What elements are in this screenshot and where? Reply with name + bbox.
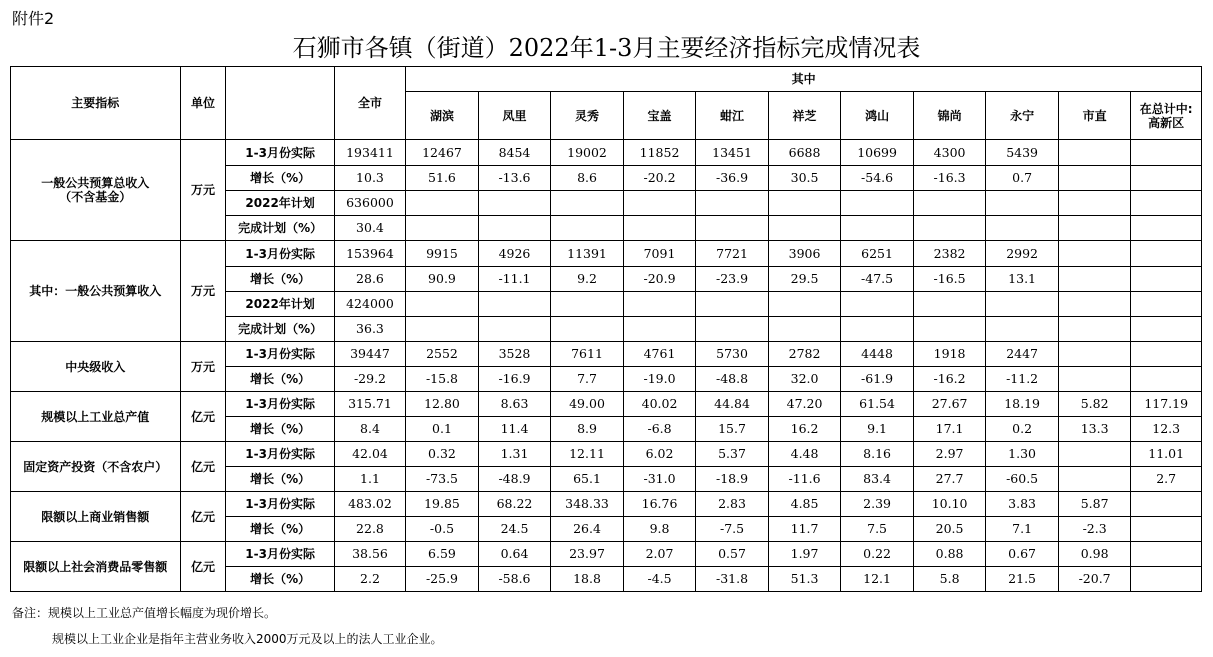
value-cell: 12.1 <box>841 567 914 592</box>
value-cell: -18.9 <box>696 467 769 492</box>
note-line-1: 备注：规模以上工业总产值增长幅度为现价增长。 <box>12 606 277 620</box>
value-cell <box>913 317 986 342</box>
value-cell <box>478 292 551 317</box>
header-unit: 单位 <box>180 67 226 140</box>
value-cell: -19.0 <box>623 367 696 392</box>
header-of-which: 其中 <box>406 67 1202 92</box>
indicator-name-line1: 其中：一般公共预算收入 <box>29 284 162 298</box>
row-label: 1-3月份实际 <box>226 392 334 417</box>
value-cell: 9.8 <box>623 517 696 542</box>
header-town: 祥芝 <box>768 92 841 140</box>
indicator-unit: 万元 <box>180 241 226 342</box>
value-cell: 0.7 <box>986 166 1059 191</box>
value-cell <box>986 216 1059 241</box>
value-cell <box>551 292 624 317</box>
indicator-unit: 亿元 <box>180 492 226 542</box>
value-cell: 90.9 <box>406 267 479 292</box>
value-cell: 7.5 <box>841 517 914 542</box>
indicator-name-line1: 固定资产投资（不含农户） <box>23 459 168 474</box>
value-cell: -58.6 <box>478 567 551 592</box>
value-cell: -20.2 <box>623 166 696 191</box>
value-cell: 0.64 <box>478 542 551 567</box>
value-cell: -54.6 <box>841 166 914 191</box>
table-row <box>11 392 1202 417</box>
header-town: 锦尚 <box>913 92 986 140</box>
value-cell: 11852 <box>623 140 696 166</box>
value-cell <box>1131 492 1202 517</box>
value-cell: 51.6 <box>406 166 479 191</box>
value-cell: 4.48 <box>768 442 841 467</box>
value-cell: 39447 <box>334 342 405 367</box>
value-cell: 13.1 <box>986 267 1059 292</box>
value-cell: -36.9 <box>696 166 769 191</box>
value-cell: 8.16 <box>841 442 914 467</box>
value-cell: -11.6 <box>768 467 841 492</box>
value-cell: 15.7 <box>696 417 769 442</box>
header-city-total: 全市 <box>334 67 405 140</box>
table-row <box>11 442 1202 467</box>
value-cell: 6.02 <box>623 442 696 467</box>
value-cell: 6251 <box>841 241 914 267</box>
value-cell <box>406 292 479 317</box>
value-cell: 51.3 <box>768 567 841 592</box>
indicator-table <box>10 66 1202 592</box>
value-cell: 0.22 <box>841 542 914 567</box>
header-town: 鸿山 <box>841 92 914 140</box>
value-cell <box>551 317 624 342</box>
value-cell: 7721 <box>696 241 769 267</box>
value-cell: 20.5 <box>913 517 986 542</box>
value-cell: -73.5 <box>406 467 479 492</box>
indicator-unit: 亿元 <box>180 442 226 492</box>
value-cell <box>1131 317 1202 342</box>
header-town: 市直 <box>1058 92 1131 140</box>
indicator-name-line2: （不含基金） <box>59 190 132 204</box>
value-cell: -11.1 <box>478 267 551 292</box>
value-cell: 8454 <box>478 140 551 166</box>
value-cell: 5439 <box>986 140 1059 166</box>
value-cell <box>696 216 769 241</box>
value-cell <box>478 191 551 216</box>
value-cell <box>1058 342 1131 367</box>
value-cell <box>841 292 914 317</box>
value-cell: 13.3 <box>1058 417 1131 442</box>
value-cell: 2.83 <box>696 492 769 517</box>
value-cell <box>841 191 914 216</box>
value-cell: 30.4 <box>334 216 405 241</box>
indicator-name <box>11 140 181 241</box>
value-cell: -16.2 <box>913 367 986 392</box>
value-cell: 12.3 <box>1131 417 1202 442</box>
value-cell: 11.7 <box>768 517 841 542</box>
value-cell: -31.0 <box>623 467 696 492</box>
value-cell: -48.9 <box>478 467 551 492</box>
header-town: 湖滨 <box>406 92 479 140</box>
row-label: 增长（%） <box>226 417 334 442</box>
indicator-unit: 万元 <box>180 342 226 392</box>
value-cell <box>1131 517 1202 542</box>
row-label: 增长（%） <box>226 567 334 592</box>
row-label: 完成计划（%） <box>226 317 334 342</box>
header-hightech-line2: 高新区 <box>1148 115 1185 130</box>
value-cell: -20.9 <box>623 267 696 292</box>
value-cell <box>1131 216 1202 241</box>
value-cell: 2382 <box>913 241 986 267</box>
value-cell: 32.0 <box>768 367 841 392</box>
value-cell: 2.97 <box>913 442 986 467</box>
indicator-name-line1: 中央级收入 <box>65 359 126 374</box>
value-cell: 6688 <box>768 140 841 166</box>
value-cell: 1.31 <box>478 442 551 467</box>
row-label: 1-3月份实际 <box>226 442 334 467</box>
value-cell: 636000 <box>334 191 405 216</box>
value-cell: 40.02 <box>623 392 696 417</box>
header-hightech-line1: 在总计中: <box>1139 101 1193 116</box>
value-cell: 68.22 <box>478 492 551 517</box>
row-label: 1-3月份实际 <box>226 140 334 166</box>
value-cell: -16.9 <box>478 367 551 392</box>
value-cell <box>913 292 986 317</box>
value-cell <box>478 216 551 241</box>
value-cell: 2447 <box>986 342 1059 367</box>
value-cell: -16.5 <box>913 267 986 292</box>
value-cell: 65.1 <box>551 467 624 492</box>
value-cell: 4.85 <box>768 492 841 517</box>
row-label: 增长（%） <box>226 367 334 392</box>
value-cell: 4300 <box>913 140 986 166</box>
value-cell: 10699 <box>841 140 914 166</box>
indicator-name <box>11 442 181 492</box>
value-cell: 30.5 <box>768 166 841 191</box>
value-cell <box>1058 317 1131 342</box>
value-cell <box>696 191 769 216</box>
value-cell: 7.7 <box>551 367 624 392</box>
value-cell: 2.39 <box>841 492 914 517</box>
value-cell <box>1058 467 1131 492</box>
value-cell: 24.5 <box>478 517 551 542</box>
value-cell: -25.9 <box>406 567 479 592</box>
value-cell <box>1131 241 1202 267</box>
value-cell <box>986 317 1059 342</box>
value-cell <box>768 317 841 342</box>
value-cell: 17.1 <box>913 417 986 442</box>
value-cell: 2.7 <box>1131 467 1202 492</box>
value-cell <box>696 317 769 342</box>
value-cell <box>406 317 479 342</box>
value-cell: 11.4 <box>478 417 551 442</box>
row-label: 1-3月份实际 <box>226 241 334 267</box>
value-cell <box>986 191 1059 216</box>
value-cell: 0.2 <box>986 417 1059 442</box>
value-cell: 483.02 <box>334 492 405 517</box>
table-row <box>11 492 1202 517</box>
value-cell <box>1058 241 1131 267</box>
value-cell: 153964 <box>334 241 405 267</box>
value-cell: 10.10 <box>913 492 986 517</box>
header-town: 宝盖 <box>623 92 696 140</box>
value-cell: 83.4 <box>841 467 914 492</box>
value-cell <box>1131 342 1202 367</box>
indicator-name-line1: 限额以上社会消费品零售额 <box>23 559 168 574</box>
value-cell: 0.32 <box>406 442 479 467</box>
header-town: 蚶江 <box>696 92 769 140</box>
value-cell <box>623 216 696 241</box>
value-cell <box>551 216 624 241</box>
value-cell: -23.9 <box>696 267 769 292</box>
value-cell: -47.5 <box>841 267 914 292</box>
value-cell: 9.1 <box>841 417 914 442</box>
value-cell: 4926 <box>478 241 551 267</box>
value-cell <box>1131 140 1202 166</box>
indicator-name <box>11 392 181 442</box>
value-cell: 12.11 <box>551 442 624 467</box>
value-cell: 21.5 <box>986 567 1059 592</box>
value-cell: 26.4 <box>551 517 624 542</box>
value-cell: 49.00 <box>551 392 624 417</box>
table-row <box>11 342 1202 367</box>
value-cell: 11391 <box>551 241 624 267</box>
value-cell: 3906 <box>768 241 841 267</box>
value-cell: 0.1 <box>406 417 479 442</box>
value-cell: 19002 <box>551 140 624 166</box>
value-cell <box>696 292 769 317</box>
attachment-label: 附件2 <box>12 9 55 28</box>
value-cell <box>1058 166 1131 191</box>
value-cell <box>1058 140 1131 166</box>
value-cell: -61.9 <box>841 367 914 392</box>
value-cell <box>1131 166 1202 191</box>
value-cell: 18.19 <box>986 392 1059 417</box>
value-cell: 36.3 <box>334 317 405 342</box>
value-cell: 5.87 <box>1058 492 1131 517</box>
value-cell: 9.2 <box>551 267 624 292</box>
value-cell <box>623 292 696 317</box>
value-cell: 29.5 <box>768 267 841 292</box>
value-cell: 42.04 <box>334 442 405 467</box>
value-cell: 12.80 <box>406 392 479 417</box>
indicator-name-line1: 限额以上商业销售额 <box>41 509 150 524</box>
value-cell: 0.67 <box>986 542 1059 567</box>
row-label: 1-3月份实际 <box>226 492 334 517</box>
value-cell: 8.6 <box>551 166 624 191</box>
value-cell <box>551 191 624 216</box>
value-cell: 348.33 <box>551 492 624 517</box>
value-cell: -20.7 <box>1058 567 1131 592</box>
indicator-unit: 亿元 <box>180 392 226 442</box>
value-cell: 117.19 <box>1131 392 1202 417</box>
value-cell <box>768 292 841 317</box>
value-cell: 193411 <box>334 140 405 166</box>
value-cell: 11.01 <box>1131 442 1202 467</box>
value-cell: -6.8 <box>623 417 696 442</box>
value-cell: -16.3 <box>913 166 986 191</box>
value-cell: -48.8 <box>696 367 769 392</box>
header-main-indicator: 主要指标 <box>11 67 181 140</box>
value-cell: -29.2 <box>334 367 405 392</box>
value-cell: -31.8 <box>696 567 769 592</box>
indicator-name <box>11 492 181 542</box>
value-cell: -60.5 <box>986 467 1059 492</box>
row-label: 增长（%） <box>226 166 334 191</box>
note-line-2: 规模以上工业企业是指年主营业务收入2000万元及以上的法人工业企业。 <box>52 632 443 646</box>
value-cell <box>841 216 914 241</box>
value-cell: 4448 <box>841 342 914 367</box>
value-cell: 8.4 <box>334 417 405 442</box>
value-cell <box>406 216 479 241</box>
indicator-name-line1: 一般公共预算总收入 <box>41 176 150 190</box>
value-cell: 8.63 <box>478 392 551 417</box>
value-cell: 28.6 <box>334 267 405 292</box>
row-label: 2022年计划 <box>226 191 334 216</box>
value-cell <box>841 317 914 342</box>
value-cell: 12467 <box>406 140 479 166</box>
value-cell: 7611 <box>551 342 624 367</box>
value-cell: 9915 <box>406 241 479 267</box>
row-label: 2022年计划 <box>226 292 334 317</box>
value-cell: 16.76 <box>623 492 696 517</box>
value-cell: -13.6 <box>478 166 551 191</box>
value-cell: 7.1 <box>986 517 1059 542</box>
value-cell <box>1131 267 1202 292</box>
indicator-name <box>11 241 181 342</box>
value-cell: 44.84 <box>696 392 769 417</box>
value-cell <box>1058 442 1131 467</box>
value-cell: 1.30 <box>986 442 1059 467</box>
value-cell: 2782 <box>768 342 841 367</box>
row-label: 1-3月份实际 <box>226 342 334 367</box>
value-cell: 1.1 <box>334 467 405 492</box>
value-cell: -4.5 <box>623 567 696 592</box>
value-cell: 38.56 <box>334 542 405 567</box>
value-cell <box>768 191 841 216</box>
value-cell <box>623 317 696 342</box>
value-cell: 5.37 <box>696 442 769 467</box>
value-cell: 0.57 <box>696 542 769 567</box>
value-cell: 23.97 <box>551 542 624 567</box>
value-cell <box>913 191 986 216</box>
value-cell: 0.98 <box>1058 542 1131 567</box>
value-cell: 4761 <box>623 342 696 367</box>
table-row <box>11 542 1202 567</box>
value-cell <box>1058 292 1131 317</box>
value-cell: 18.8 <box>551 567 624 592</box>
value-cell: 2.07 <box>623 542 696 567</box>
value-cell <box>1131 367 1202 392</box>
value-cell <box>768 216 841 241</box>
indicator-unit: 亿元 <box>180 542 226 592</box>
value-cell: 5730 <box>696 342 769 367</box>
value-cell: 22.8 <box>334 517 405 542</box>
value-cell <box>1131 292 1202 317</box>
value-cell: 2992 <box>986 241 1059 267</box>
value-cell <box>1131 567 1202 592</box>
value-cell: 3.83 <box>986 492 1059 517</box>
value-cell <box>406 191 479 216</box>
value-cell: 8.9 <box>551 417 624 442</box>
value-cell: 0.88 <box>913 542 986 567</box>
value-cell: 315.71 <box>334 392 405 417</box>
value-cell <box>478 317 551 342</box>
row-label: 完成计划（%） <box>226 216 334 241</box>
header-town: 凤里 <box>478 92 551 140</box>
value-cell: -7.5 <box>696 517 769 542</box>
value-cell: 5.82 <box>1058 392 1131 417</box>
header-blank <box>226 67 334 140</box>
notes <box>12 600 443 652</box>
value-cell: 6.59 <box>406 542 479 567</box>
value-cell: -0.5 <box>406 517 479 542</box>
value-cell: 61.54 <box>841 392 914 417</box>
indicator-name-line1: 规模以上工业总产值 <box>41 409 150 424</box>
value-cell: 27.67 <box>913 392 986 417</box>
value-cell: 47.20 <box>768 392 841 417</box>
value-cell <box>1131 542 1202 567</box>
value-cell <box>623 191 696 216</box>
value-cell <box>1058 367 1131 392</box>
value-cell <box>1131 191 1202 216</box>
value-cell <box>913 216 986 241</box>
value-cell: 5.8 <box>913 567 986 592</box>
value-cell: 2552 <box>406 342 479 367</box>
value-cell <box>1058 267 1131 292</box>
value-cell: 424000 <box>334 292 405 317</box>
page-title: 石狮市各镇（街道）2022年1-3月主要经济指标完成情况表 <box>292 34 921 62</box>
value-cell: 10.3 <box>334 166 405 191</box>
value-cell: 1918 <box>913 342 986 367</box>
value-cell: -2.3 <box>1058 517 1131 542</box>
value-cell <box>986 292 1059 317</box>
table-row <box>11 140 1202 166</box>
value-cell: 1.97 <box>768 542 841 567</box>
header-hightech <box>1131 92 1202 140</box>
table-row <box>11 241 1202 267</box>
indicator-name <box>11 342 181 392</box>
row-label: 增长（%） <box>226 467 334 492</box>
indicator-name <box>11 542 181 592</box>
header-town: 永宁 <box>986 92 1059 140</box>
value-cell: 7091 <box>623 241 696 267</box>
value-cell <box>1058 216 1131 241</box>
value-cell: 2.2 <box>334 567 405 592</box>
row-label: 增长（%） <box>226 517 334 542</box>
header-town: 灵秀 <box>551 92 624 140</box>
indicator-unit: 万元 <box>180 140 226 241</box>
value-cell: 27.7 <box>913 467 986 492</box>
row-label: 增长（%） <box>226 267 334 292</box>
value-cell <box>1058 191 1131 216</box>
value-cell: 3528 <box>478 342 551 367</box>
value-cell: 13451 <box>696 140 769 166</box>
value-cell: 16.2 <box>768 417 841 442</box>
value-cell: 19.85 <box>406 492 479 517</box>
value-cell: -15.8 <box>406 367 479 392</box>
row-label: 1-3月份实际 <box>226 542 334 567</box>
value-cell: -11.2 <box>986 367 1059 392</box>
